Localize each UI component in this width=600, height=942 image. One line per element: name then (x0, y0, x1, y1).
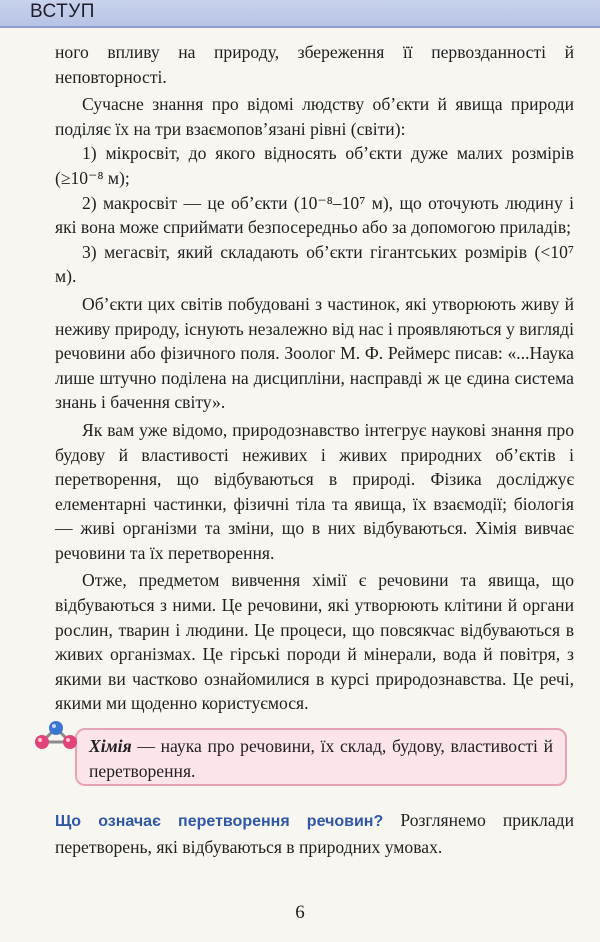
page-content (55, 40, 574, 859)
paragraph-chemistry-subject: Отже, предметом вивчення хімії є речовини та явища, що відбуваються з ними. Це речовини, які утворюють клітини й органи рослин, тварин і людини. Це процеси, що повсякчас відбуваються в живих організмах. Це гірські породи й мінерали, вода й повітря, з якими ви частково ознайомилися в курсі природознавства. Це речі, якими ми щоденно користуємося. (55, 570, 574, 714)
list-item-megaworld: 3) мегасвіт, який складають об’єкти гігантських розмірів (<10⁷ м). (55, 241, 574, 287)
definition-term: Хімія (89, 736, 132, 757)
paragraph-natural-science: Як вам уже відомо, природознавство інтегрує наукові знання про будову й властивості неживих і живих природних об’єктів і перетворення, що відбуваються в природі. Фізика досліджує елементарні частинки, фізичні тіла та явища, їх взаємодії; біологія — живі організми та зміни, що в них відбуваються. Хімія вивчає речовини та їх перетворення. (55, 419, 574, 563)
definition-box (75, 728, 567, 786)
list-item-microworld: 1) мікросвіт, до якого відносять об’єкти дуже малих розмірів (≥10⁻⁸ м); (55, 143, 574, 188)
paragraph-particles: Об’єкти цих світів побудовані з частинок, які утворюють живу й неживу природу, існують незалежно від нас і проявляються у вигляді речовини або фізичного поля. Зоолог М. Ф. Реймерс писав: «...Наука лише штучно поділена на дисципліни, насправді ж це єдина система знань і бачення світу». (55, 293, 574, 413)
definition-block (55, 728, 574, 798)
definition-text: — наука про речовини, їх склад, будову, властивості й перетворення. (89, 736, 553, 781)
question-heading: Що означає перетворення речовин? (55, 813, 384, 831)
paragraph-continuation: ного впливу на природу, збереження її первозданності й неповторності. (55, 42, 574, 87)
page-number: 6 (295, 902, 305, 923)
molecule-icon (33, 718, 79, 752)
question-text: Розглянемо приклади перетворень, які відбуваються в природних умовах. (55, 810, 575, 857)
list-item-macroworld: 2) макросвіт — це об’єкти (10⁻⁸–10⁷ м), що оточують людину і які вона може сприймати безпосередньо або за допомогою приладів; (55, 192, 574, 238)
paragraph-levels-intro: Сучасне знання про відомі людству об’єкти й явища природи поділяє їх на три взаємопов’язані рівні (світи): (55, 94, 574, 139)
page-header (0, 0, 600, 28)
question-paragraph (55, 808, 574, 859)
section-title: ВСТУП (30, 1, 95, 22)
